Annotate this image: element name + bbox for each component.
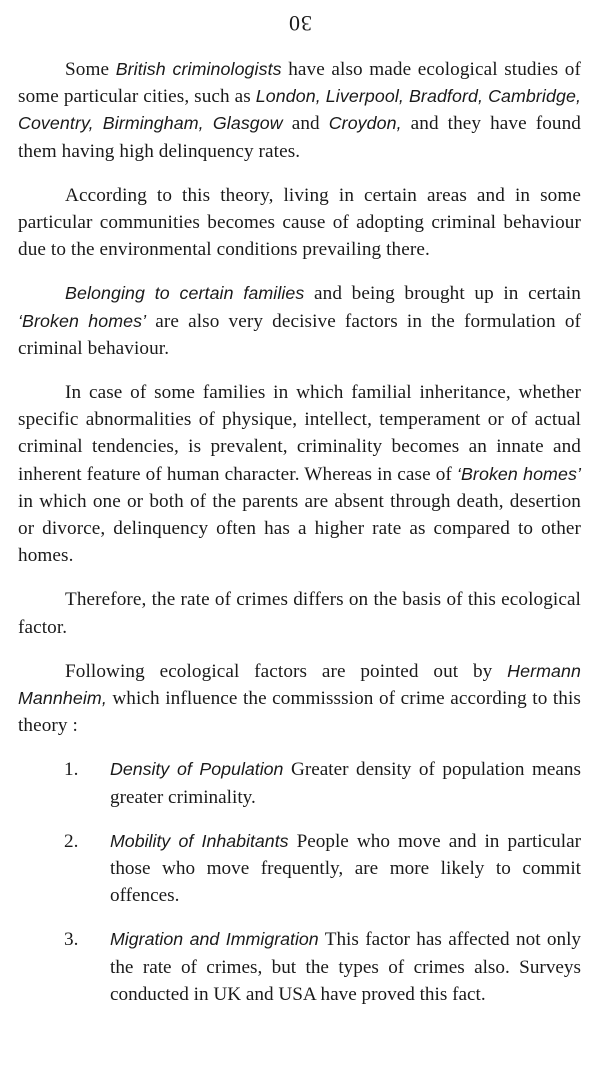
emphasized-text: ‘Broken homes’ — [18, 310, 147, 331]
body-text: and being brought up in certain — [304, 283, 581, 305]
list-item-number: 1. — [64, 759, 79, 781]
page-body — [18, 56, 581, 1025]
body-paragraphs — [18, 56, 581, 739]
paragraph — [18, 56, 581, 165]
body-text: In case of some families in which familial inheritance, whether specific abnormalities of physique, intellect, temperament or of actual criminal tendencies, is prevalent, criminality becomes an innate and inherent feature of human character. Whereas in case of — [18, 382, 581, 485]
page-number: 30 — [288, 11, 312, 36]
paragraph — [18, 586, 581, 640]
body-text: People who move and in particular those who move frequently, are more likely to commit offences. — [110, 830, 581, 907]
body-text: are also very decisive factors in the formulation of criminal behaviour. — [18, 310, 581, 359]
list-item-number: 3. — [64, 929, 79, 951]
body-text: According to this theory, living in certain areas and in some particular communities becomes cause of adopting criminal behaviour due to the environmental conditions prevailing there. — [18, 184, 581, 261]
factor-heading: Migration and Immigration — [110, 929, 319, 950]
body-text: and they have found them having high delinquency rates. — [18, 113, 581, 162]
body-text: Following ecological factors are pointed out by — [65, 660, 508, 682]
body-text: Greater density of population means greater criminality. — [110, 759, 581, 808]
emphasized-text: Hermann Mannheim, — [18, 660, 581, 709]
body-text: have also made ecological studies of some particular cities, such as — [18, 59, 581, 108]
emphasized-text: Croydon, — [328, 113, 402, 134]
list-item-text — [110, 756, 581, 810]
paragraph — [18, 379, 581, 569]
list-item-text — [110, 828, 581, 910]
body-text: Therefore, the rate of crimes differs on the basis of this ecological factor. — [18, 589, 581, 638]
body-text: which influence the commisssion of crime according to this theory : — [18, 688, 581, 737]
body-text: and — [282, 113, 329, 135]
body-text: Some — [65, 59, 116, 80]
factor-heading: Mobility of Inhabitants — [110, 830, 289, 851]
factor-heading: Density of Population — [110, 759, 284, 780]
paragraph — [18, 658, 581, 740]
list-item — [18, 756, 581, 810]
paragraph — [18, 182, 581, 264]
emphasized-text: London, Liverpool, Bradford, Cambridge, Coventry, Birmingham, Glasgow — [18, 86, 581, 134]
list-item-number: 2. — [64, 830, 79, 852]
body-text: This factor has affected not only the rate of crimes, but the types of crimes also. Surveys conducted in UK and USA have proved this fact. — [110, 929, 582, 1005]
list-item — [18, 926, 581, 1008]
list-item — [18, 828, 581, 910]
list-item-text — [110, 926, 581, 1008]
emphasized-text: British criminologists — [115, 59, 282, 79]
ecological-factors-list — [18, 756, 581, 1008]
body-text: in which one or both of the parents are absent through death, desertion or divorce, delinquency often has a higher rate as compared to other homes. — [18, 490, 581, 567]
emphasized-text: Belonging to certain families — [65, 283, 305, 304]
emphasized-text: ‘Broken homes’ — [456, 463, 581, 484]
paragraph — [18, 280, 581, 362]
